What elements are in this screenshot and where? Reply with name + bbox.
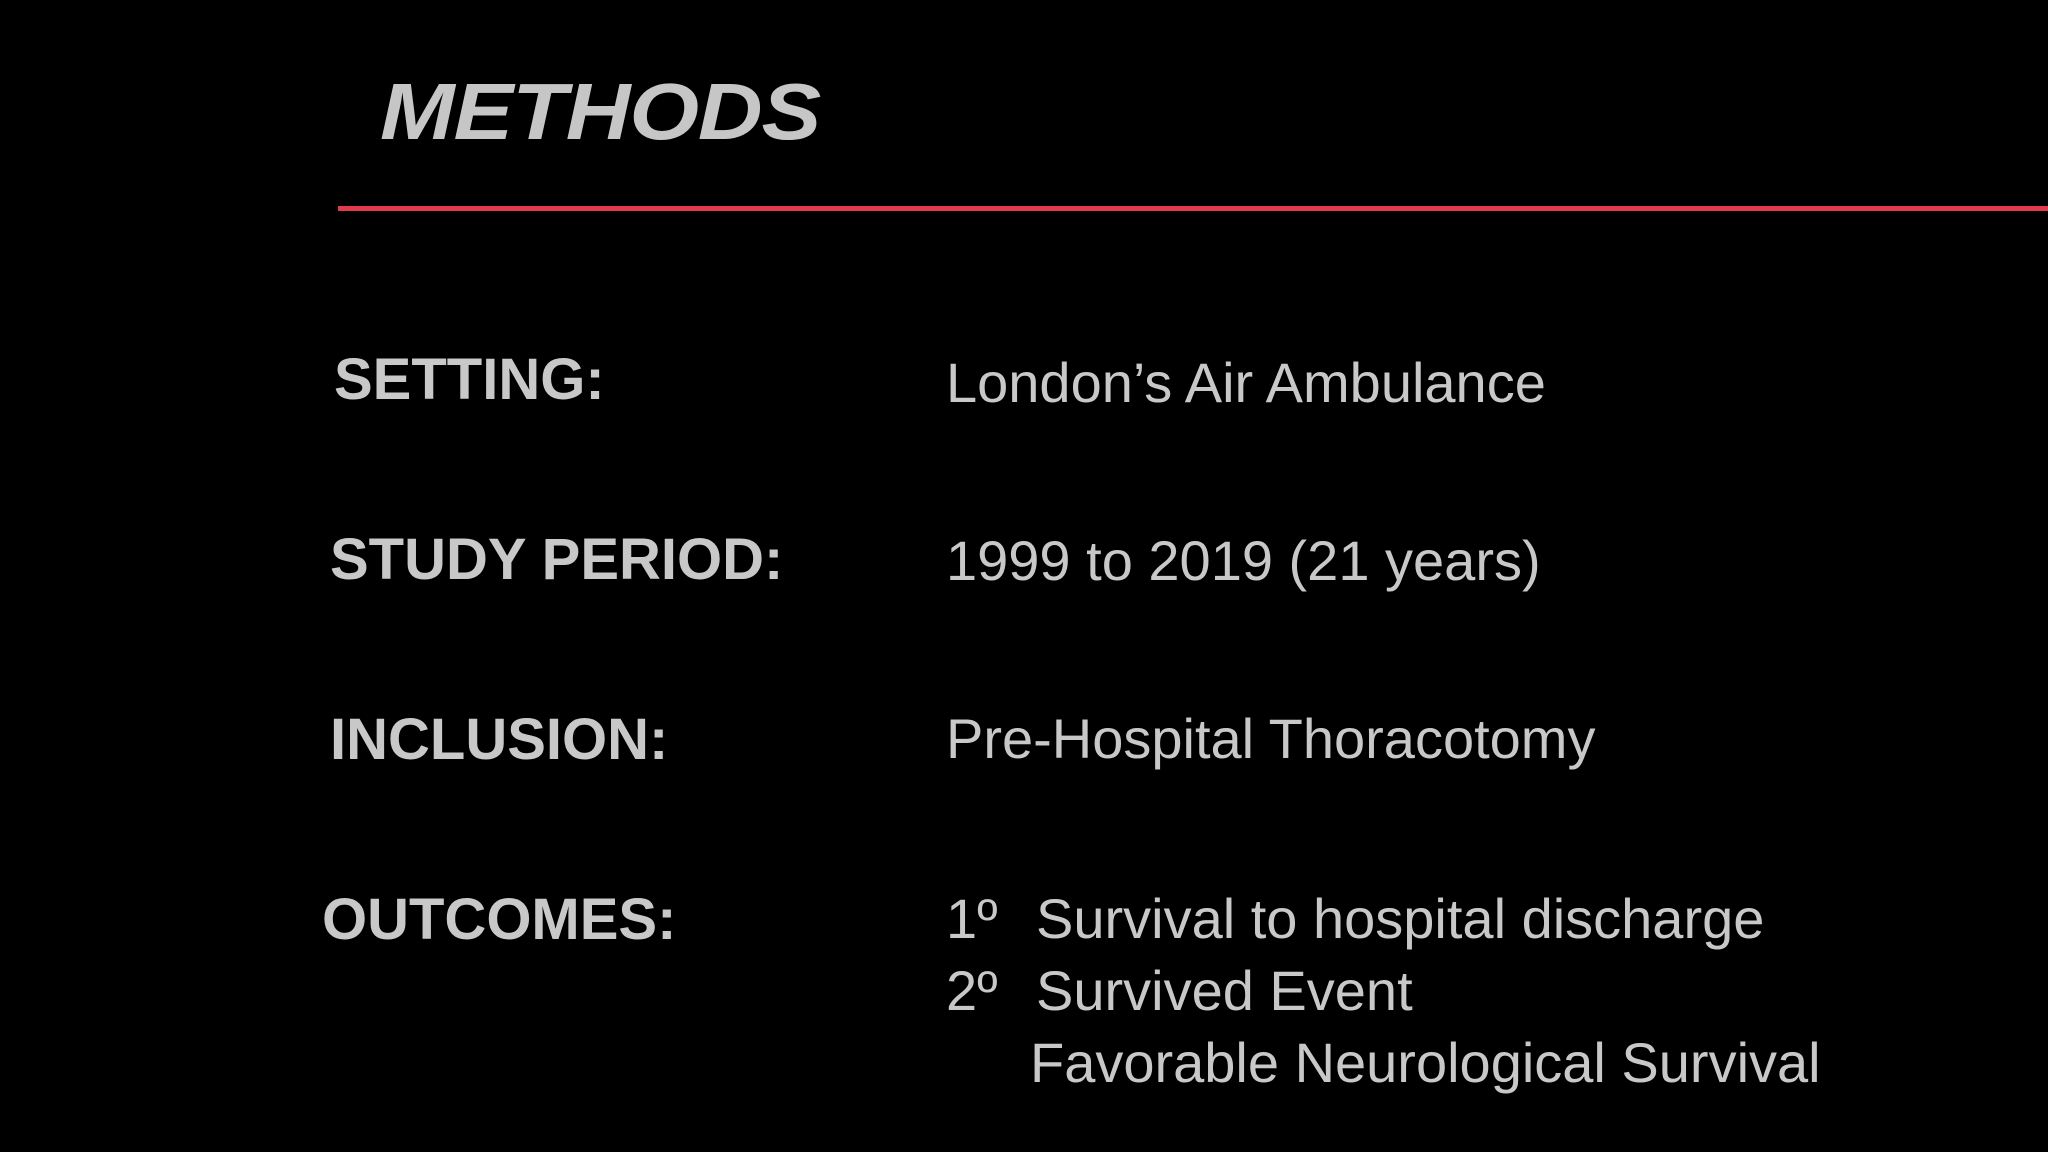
outcomes-label: OUTCOMES: xyxy=(322,887,677,952)
secondary-outcome-ordinal: 2º xyxy=(946,959,998,1022)
secondary-outcome-2 xyxy=(1030,1030,1821,1095)
primary-outcome xyxy=(946,886,1764,951)
inclusion-value: Pre-Hospital Thoracotomy xyxy=(946,707,1596,770)
slide-title: METHODS xyxy=(380,67,821,156)
primary-outcome-text: Survival to hospital discharge xyxy=(1036,887,1765,950)
secondary-outcome-2-text: Favorable Neurological Survival xyxy=(1030,1031,1821,1094)
title-divider xyxy=(338,206,2048,211)
study-period-value: 1999 to 2019 (21 years) xyxy=(946,529,1541,592)
secondary-outcome xyxy=(946,958,1413,1023)
secondary-outcome-text: Survived Event xyxy=(1036,959,1413,1022)
inclusion-label: INCLUSION: xyxy=(330,707,669,772)
setting-value: London’s Air Ambulance xyxy=(946,351,1546,414)
primary-outcome-ordinal: 1º xyxy=(946,887,998,950)
setting-label: SETTING: xyxy=(334,347,605,412)
study-period-label: STUDY PERIOD: xyxy=(330,527,784,592)
